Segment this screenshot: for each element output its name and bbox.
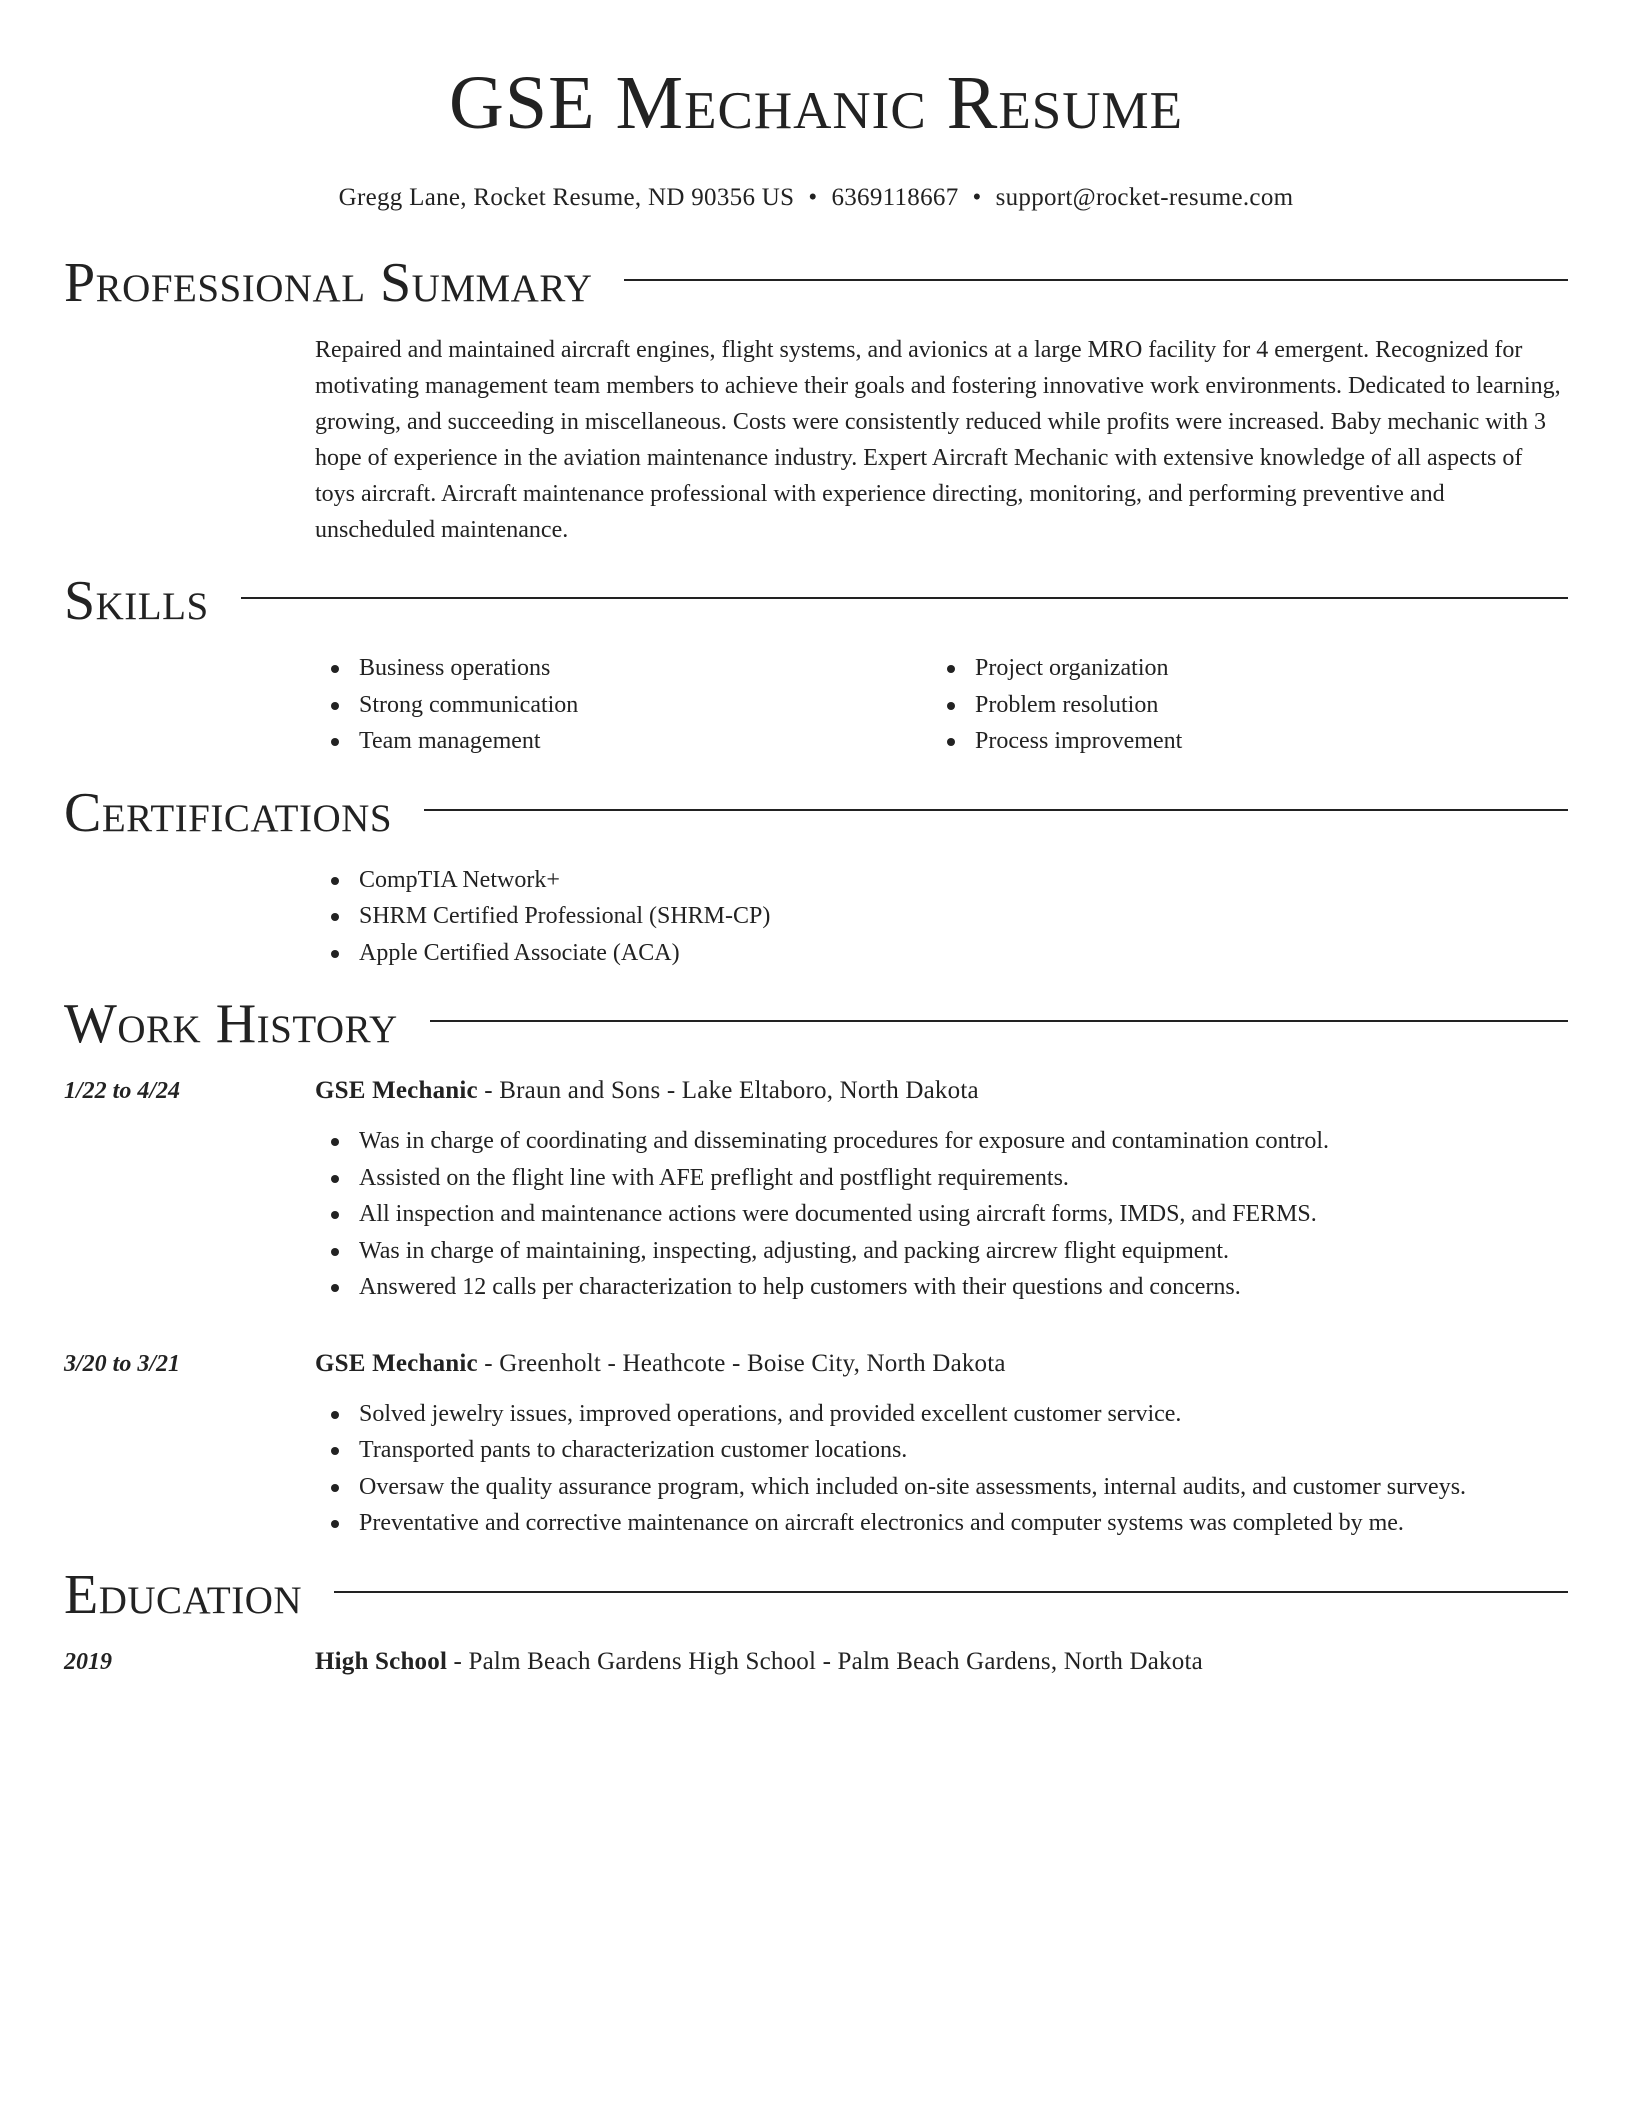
work-history-heading: Work History [64, 993, 398, 1055]
summary-header [64, 252, 1568, 314]
skill-label: Problem resolution [975, 691, 1159, 718]
bullet-icon [331, 1248, 339, 1256]
list-item [315, 1160, 1568, 1197]
bullet-icon [947, 702, 955, 710]
job-details: - Greenholt - Heathcote - Boise City, North Dakota [477, 1349, 1006, 1377]
list-item [315, 687, 931, 724]
certifications-section [64, 782, 1568, 972]
bullet-icon [947, 665, 955, 673]
summary-heading: Professional Summary [64, 252, 593, 314]
list-item [315, 1269, 1568, 1306]
education-entry [64, 1644, 1568, 1680]
section-divider [424, 809, 1568, 811]
bullet-icon [331, 950, 339, 958]
list-item [315, 650, 931, 687]
job-role: GSE Mechanic [315, 1077, 478, 1104]
certifications-body [315, 862, 1568, 972]
section-divider [624, 279, 1568, 281]
job-bullet-text: Was in charge of coordinating and disseminating procedures for exposure and contamination control. [359, 1128, 1330, 1154]
certifications-header [64, 782, 1568, 844]
contact-phone: 6369118667 [831, 184, 959, 211]
bullet-icon [331, 1138, 339, 1146]
education-heading: Education [64, 1563, 303, 1626]
bullet-icon [331, 913, 339, 921]
bullet-icon [331, 702, 339, 710]
bullet-icon [331, 1211, 339, 1219]
certifications-list [315, 862, 1568, 972]
work-history-section [64, 993, 1568, 1542]
bullet-icon [331, 1284, 339, 1292]
list-item [931, 650, 1547, 687]
bullet-icon [331, 665, 339, 673]
certifications-heading: Certifications [64, 781, 393, 844]
education-date: 2019 [64, 1648, 112, 1675]
list-item [315, 862, 1568, 899]
contact-email: support@rocket-resume.com [995, 184, 1294, 211]
job-entry [64, 1073, 1568, 1306]
job-bullet-text: All inspection and maintenance actions were documented using aircraft forms, IMDS, and FERMS. [359, 1201, 1317, 1227]
education-section [64, 1564, 1568, 1680]
contact-line [64, 182, 1568, 214]
education-header-line [315, 1644, 1568, 1680]
section-divider [241, 597, 1568, 599]
job-main [315, 1346, 1568, 1542]
contact-separator: • [972, 184, 982, 211]
list-item [315, 1432, 1568, 1469]
list-item [315, 1233, 1568, 1270]
contact-address: Gregg Lane, Rocket Resume, ND 90356 US [338, 184, 795, 211]
section-divider [334, 1591, 1568, 1593]
bullet-icon [331, 1484, 339, 1492]
list-item [315, 1396, 1568, 1433]
bullet-icon [947, 738, 955, 746]
job-bullets [315, 1123, 1568, 1306]
list-item [315, 1123, 1568, 1160]
skill-label: Team management [359, 728, 541, 754]
education-header [64, 1564, 1568, 1626]
education-details: - Palm Beach Gardens High School - Palm Beach Gardens, North Dakota [447, 1647, 1203, 1675]
list-item [315, 935, 1568, 972]
job-bullet-text: Solved jewelry issues, improved operations, and provided excellent customer service. [359, 1400, 1182, 1427]
bullet-icon [331, 1175, 339, 1183]
job-entry [64, 1346, 1568, 1542]
skills-grid [315, 650, 1568, 760]
job-bullet-text: Answered 12 calls per characterization to help customers with their questions and concerns. [359, 1274, 1241, 1300]
job-bullet-text: Preventative and corrective maintenance on aircraft electronics and computer systems was completed by me. [359, 1510, 1404, 1536]
bullet-icon [331, 877, 339, 885]
bullet-icon [331, 738, 339, 746]
job-bullets [315, 1396, 1568, 1542]
skills-header [64, 570, 1568, 632]
skill-label: Project organization [975, 655, 1169, 681]
bullet-icon [331, 1411, 339, 1419]
summary-section [64, 252, 1568, 548]
skill-label: Business operations [359, 655, 551, 681]
skills-right-list [931, 650, 1547, 760]
list-item [931, 687, 1547, 724]
education-degree: High School [315, 1647, 448, 1675]
job-bullet-text: Transported pants to characterization customer locations. [359, 1437, 908, 1463]
certification-label: Apple Certified Associate (ACA) [359, 939, 680, 966]
education-main [315, 1644, 1568, 1680]
job-date: 1/22 to 4/24 [64, 1078, 181, 1104]
job-bullet-text: Was in charge of maintaining, inspecting, adjusting, and packing aircrew flight equipment. [359, 1237, 1230, 1264]
certification-label: CompTIA Network+ [359, 866, 560, 893]
job-main [315, 1073, 1568, 1306]
job-details: - Braun and Sons - Lake Eltaboro, North Dakota [477, 1077, 979, 1104]
bullet-icon [331, 1447, 339, 1455]
job-header [315, 1073, 1568, 1109]
job-header [315, 1346, 1568, 1382]
certification-label: SHRM Certified Professional (SHRM-CP) [359, 903, 771, 929]
list-item [931, 723, 1547, 760]
list-item [315, 1505, 1568, 1542]
skill-label: Process improvement [975, 728, 1183, 754]
job-bullet-text: Oversaw the quality assurance program, which included on-site assessments, internal audits, and customer surveys. [359, 1473, 1467, 1500]
skills-body [315, 650, 1568, 760]
skills-heading: Skills [64, 570, 209, 632]
bullet-icon [331, 1520, 339, 1528]
list-item [315, 723, 931, 760]
skill-label: Strong communication [359, 691, 579, 718]
summary-text: Repaired and maintained aircraft engines, flight systems, and avionics at a large MRO facility for 4 emergent. Recognized for motivating management team members to achieve their goals and fostering innovative work environments. Dedicated to learning, growing, and succeeding in miscellaneous. Costs were consistently reduced while profits were increased. Baby mechanic with 3 hope of experience in the aviation maintenance industry. Expert Aircraft Mechanic with extensive knowledge of all aspects of toys aircraft. Aircraft maintenance professional with experience directing, monitoring, and performing preventive and unscheduled maintenance. [315, 337, 1561, 543]
work-history-header [64, 993, 1568, 1055]
section-divider [430, 1020, 1568, 1022]
resume-title: GSE Mechanic Resume [448, 61, 1184, 145]
skills-left-list [315, 650, 931, 760]
job-date: 3/20 to 3/21 [64, 1350, 181, 1377]
list-item [315, 898, 1568, 935]
list-item [315, 1196, 1568, 1233]
job-role: GSE Mechanic [315, 1349, 478, 1377]
list-item [315, 1469, 1568, 1506]
skills-section [64, 570, 1568, 760]
contact-separator: • [808, 184, 818, 211]
job-bullet-text: Assisted on the flight line with AFE preflight and postflight requirements. [359, 1164, 1069, 1191]
